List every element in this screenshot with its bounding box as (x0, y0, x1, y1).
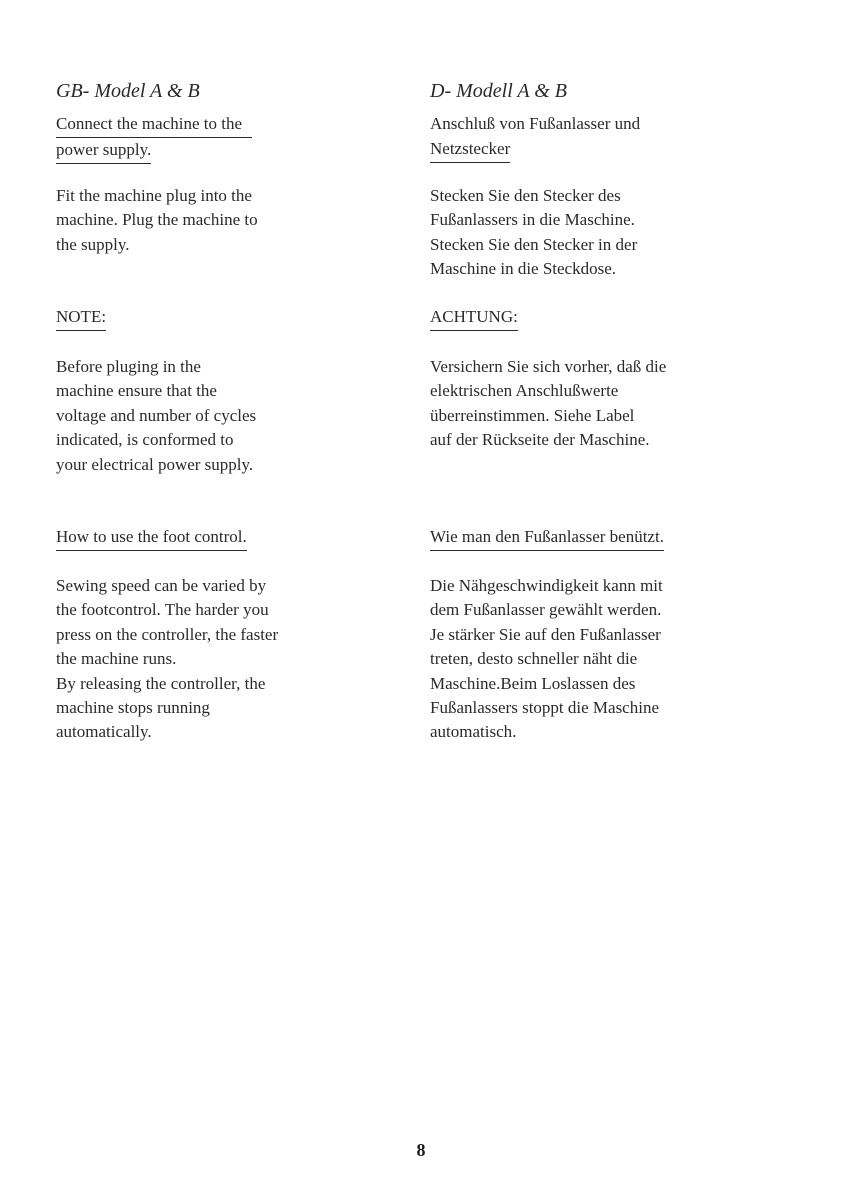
de-foot-text-line: automatisch. (430, 722, 517, 742)
gb-connect-text-line: the supply. (56, 234, 130, 254)
de-connect-heading-text-1: Anschluß von Fußanlasser und (430, 114, 641, 133)
gb-foot-text-line: By releasing the controller, the (56, 673, 266, 693)
de-connect-heading (430, 112, 640, 163)
de-foot-text-line: Die Nähgeschwindigkeit kann mit (430, 576, 663, 595)
de-connect-text-line: Stecken Sie den Stecker des (430, 186, 621, 205)
gb-note-text-line: machine ensure that the (56, 381, 217, 401)
gb-foot-text-line: the footcontrol. The harder you (56, 600, 269, 620)
gb-note-heading-block (56, 305, 106, 331)
de-note-text-line: elektrischen Anschlußwerte (430, 381, 619, 401)
gb-foot-text-line: the machine runs. (56, 649, 177, 669)
de-connect-heading-line-2: Netzstecker (430, 137, 510, 163)
gb-connect-heading-line-1: Connect the machine to the (56, 112, 252, 138)
de-note-heading-block (430, 305, 518, 331)
gb-foot-heading-block (56, 525, 247, 551)
de-model-title: D- Modell A & B (430, 80, 568, 102)
de-foot-heading-block (430, 525, 664, 551)
gb-connect-heading (56, 112, 252, 164)
gb-connect-text (56, 184, 258, 257)
page-number: 8 (416, 1140, 426, 1160)
gb-foot-heading: How to use the foot control. (56, 525, 247, 551)
gb-connect-text-line: Fit the machine plug into the (56, 186, 252, 205)
gb-foot-text-line: press on the controller, the faster (56, 624, 279, 644)
de-connect-text-line: Stecken Sie den Stecker in der (430, 234, 638, 254)
english-column (56, 78, 386, 742)
gb-note-text-line: your electrical power supply. (56, 454, 254, 474)
gb-note-text (56, 355, 256, 477)
de-connect-text-line: Fußanlassers in die Maschine. (430, 210, 635, 230)
gb-note-text-line: Before pluging in the (56, 357, 201, 376)
de-foot-text-line: dem Fußanlasser gewählt werden. (430, 600, 662, 620)
gb-note-heading: NOTE: (56, 305, 106, 331)
gb-foot-text (56, 574, 278, 745)
gb-foot-text-line: machine stops running (56, 698, 210, 718)
gb-connect-heading-line-2: power supply. (56, 138, 151, 164)
german-column (430, 78, 760, 742)
de-foot-text (430, 574, 663, 745)
gb-connect-text-line: machine. Plug the machine to (56, 210, 258, 230)
de-foot-text-line: treten, desto schneller näht die (430, 649, 638, 669)
gb-note-text-line: indicated, is conformed to (56, 430, 234, 450)
de-connect-text-line: Maschine in die Steckdose. (430, 259, 617, 279)
de-connect-text (430, 184, 637, 282)
de-note-heading: ACHTUNG: (430, 305, 518, 331)
de-note-text-line: überreinstimmen. Siehe Label (430, 405, 635, 425)
de-foot-text-line: Maschine.Beim Loslassen des (430, 673, 636, 693)
de-note-text (430, 355, 666, 453)
gb-foot-text-line: automatically. (56, 722, 152, 742)
gb-foot-text-line: Sewing speed can be varied by (56, 576, 267, 595)
de-connect-heading-line-1 (430, 112, 640, 137)
de-foot-text-line: Fußanlassers stoppt die Maschine (430, 698, 659, 718)
de-foot-text-line: Je stärker Sie auf den Fußanlasser (430, 624, 661, 644)
gb-note-text-line: voltage and number of cycles (56, 405, 257, 425)
de-foot-heading: Wie man den Fußanlasser benützt. (430, 525, 664, 551)
de-note-text-line: auf der Rückseite der Maschine. (430, 430, 650, 450)
de-note-text-line: Versichern Sie sich vorher, daß die (430, 357, 667, 376)
gb-model-title: GB- Model A & B (56, 80, 200, 102)
